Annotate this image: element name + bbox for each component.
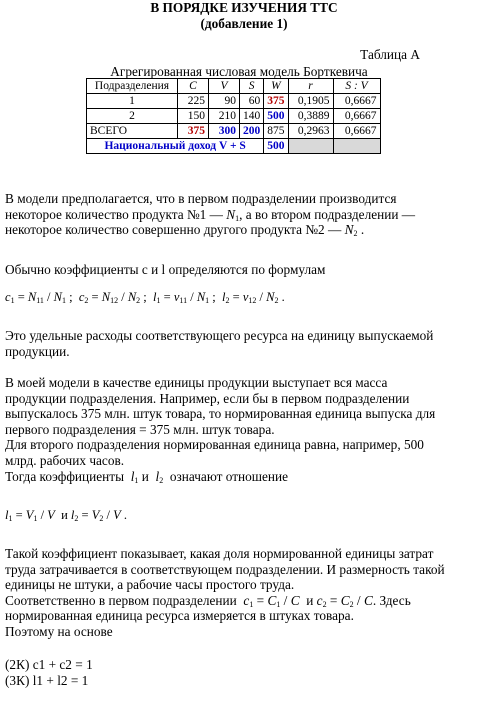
table-cell: 140 (240, 109, 264, 124)
col-header: V (209, 79, 240, 94)
col-header: S (240, 79, 264, 94)
table-cell: 0,2963 (288, 124, 333, 139)
table-cell: 150 (178, 109, 209, 124)
text-line: единицы не штуки, а рабочие часы простого труда. (5, 577, 295, 593)
text-line: нормированная единица ресурса измеряется в штуках товара. (5, 608, 354, 624)
table-label: Таблица А (360, 47, 420, 62)
equation-3k: (3К) l1 + l2 = 1 (5, 672, 89, 688)
text-line: Для второго подразделения нормированная единица равна, например, 500 (5, 437, 424, 453)
table-cell: 200 (240, 124, 264, 139)
text-line: Соответственно в первом подразделении $c_1 = C_1 / C$ и $c_2 = C_2 / C$. Здесь (5, 592, 411, 609)
table-cell: ВСЕГО (87, 124, 178, 139)
national-income-label: Национальный доход V + S (87, 139, 264, 154)
text-line: продукции подразделения. Например, если бы в первом подразделении (5, 390, 410, 406)
text-span: Соответственно в первом подразделении (5, 592, 237, 608)
col-header: S : V (333, 79, 380, 94)
document-title: В ПОРЯДКЕ ИЗУЧЕНИЯ ТТС (150, 0, 338, 15)
col-header: W (264, 79, 288, 94)
table-cell: 0,6667 (333, 94, 380, 109)
equation-2k: (2К) с1 + с2 = 1 (5, 657, 93, 672)
paragraph-unit-costs (5, 328, 483, 359)
col-header: C (178, 79, 209, 94)
table-cell: 500 (264, 109, 288, 124)
paragraph-model (5, 375, 483, 484)
table-row-income (87, 139, 381, 154)
text-line: В моей модели в качестве единицы продукции выступает вся масса (5, 375, 388, 390)
text-line: выпускалось 375 млн. штук товара, то нормированная единица выпуска для (5, 406, 436, 422)
table-cell: 0,6667 (333, 124, 380, 139)
table-row (87, 109, 381, 124)
table-cell: 0,6667 (333, 109, 380, 124)
paragraph-coefficients: Обычно коэффициенты c и l определяются по формулам (5, 262, 326, 277)
table-cell: 375 (264, 94, 288, 109)
text-span: Тогда коэффициенты (5, 468, 125, 484)
table-cell: 300 (209, 124, 240, 139)
col-header: Подразделения (87, 79, 178, 94)
text-line: В модели предполагается, что в первом подразделении производится (5, 191, 397, 206)
paragraph-interpretation (5, 546, 483, 640)
text-line: первого подразделения = 375 млн. штук товара. (5, 421, 275, 437)
col-header: r (288, 79, 333, 94)
text-span: некоторое количество совершенно другого продукта №2 — (5, 222, 345, 238)
equation-block (5, 657, 483, 688)
table-cell-empty (333, 139, 380, 154)
table-caption: Агрегированная числовая модель Борткевича (110, 64, 368, 79)
table-cell: 225 (178, 94, 209, 109)
text-line: млрд. рабочих часов. (5, 452, 125, 468)
bortkiewicz-model-table (86, 78, 381, 154)
table-cell: 90 (209, 94, 240, 109)
text-span: . Здесь (372, 592, 411, 608)
table-cell: 375 (178, 124, 209, 139)
text-line: некоторое количество продукта №1 — $N_1$, а во втором подразделении — (5, 206, 416, 223)
text-line: продукции. (5, 343, 70, 359)
text-line: труда затрачивается в соответствующем подразделении. И размерность такой (5, 561, 445, 577)
text-line: Это удельные расходы соответствующего ресурса на единицу выпускаемой (5, 328, 434, 343)
formula-labor-share: $l_1 = V_1 / V$ и $l_2 = V_2 / V$ . (5, 508, 127, 523)
text-span: некоторое количество продукта №1 — (5, 206, 227, 222)
text-line: Поэтому на основе (5, 623, 113, 639)
text-span: , а во втором подразделении — (239, 206, 416, 222)
document-subtitle: (добавление 1) (200, 16, 288, 31)
table-cell: 210 (209, 109, 240, 124)
national-income-value: 500 (264, 139, 288, 154)
table-cell: 1 (87, 94, 178, 109)
formula-coefficients: $c_1 = N_{11} / N_1$ ; $c_2 = N_{12} / N_2$ ; $l_1 = \nu_{11} / N_1$ ; $l_2 = \nu_{12} / N_2$ . (5, 290, 285, 305)
table-cell: 875 (264, 124, 288, 139)
text-line: Тогда коэффициенты $l_1$ и $l_2$ означают отношение (5, 468, 289, 485)
table-cell: 60 (240, 94, 264, 109)
table-row (87, 124, 381, 139)
table-row (87, 94, 381, 109)
table-cell-empty (288, 139, 333, 154)
table-cell: 0,1905 (288, 94, 333, 109)
table-cell: 0,3889 (288, 109, 333, 124)
paragraph-intro (5, 191, 483, 238)
text-line: некоторое количество совершенно другого продукта №2 — $N_2$ . (5, 222, 365, 239)
table-cell: 2 (87, 109, 178, 124)
text-line: Такой коэффициент показывает, какая доля нормированной единицы затрат (5, 546, 434, 561)
text-span: означают отношение (169, 468, 289, 484)
table-header-row (87, 79, 381, 94)
